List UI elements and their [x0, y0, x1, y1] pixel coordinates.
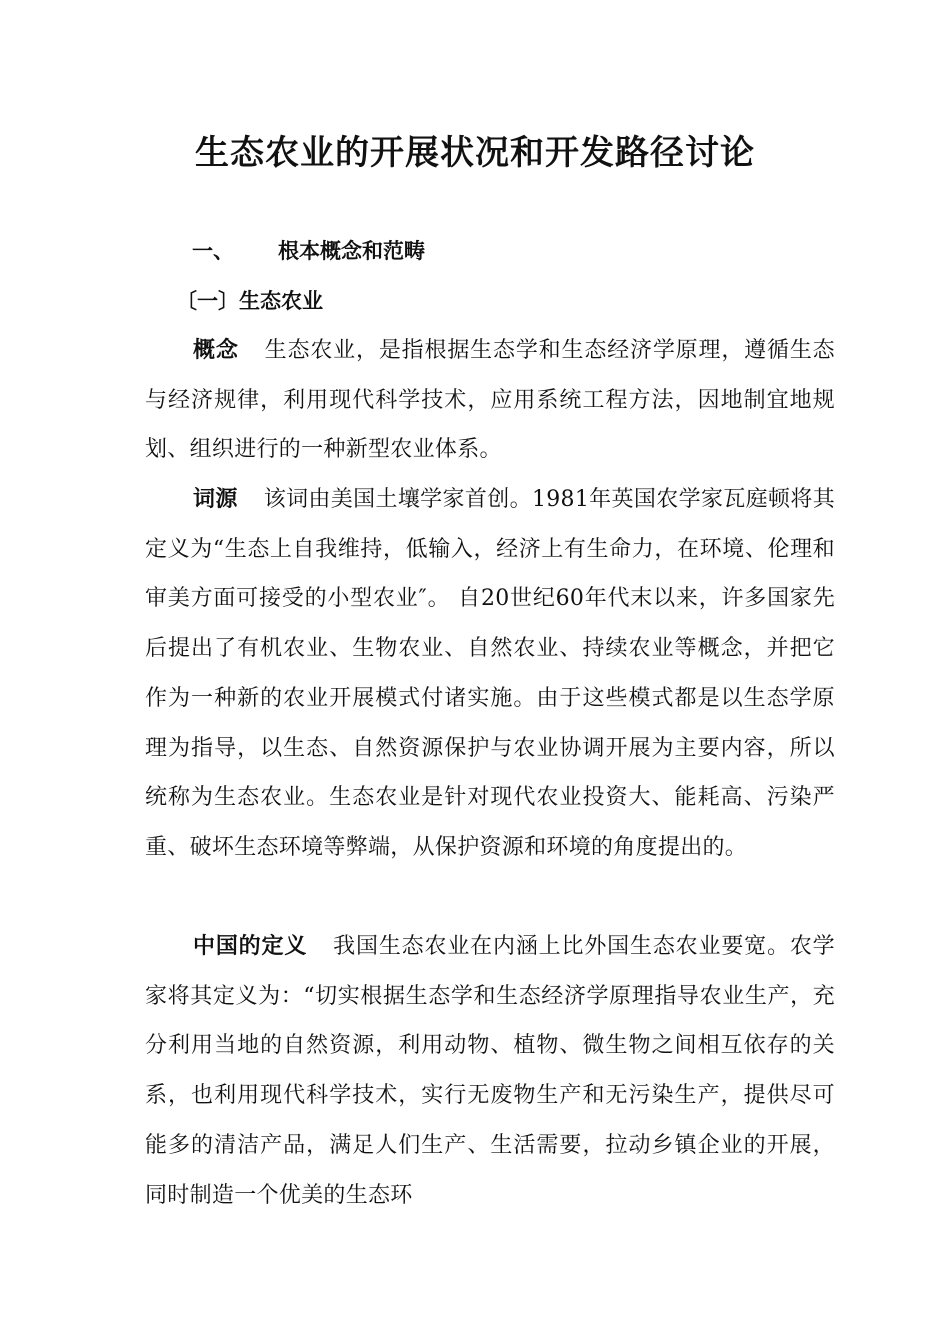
paragraph-etymology [145, 475, 835, 873]
paragraph-lead-china-definition: 中国的定义 [193, 934, 308, 959]
document-title: 生态农业的开展状况和开发路径讨论 [195, 133, 755, 173]
paragraph-china-definition [145, 922, 835, 1220]
paragraph-concept [145, 326, 835, 475]
paragraph-text-concept: 生态农业，是指根据生态学和生态经济学原理，遵循生态与经济规律，利用现代科学技术，应用系统工程方法，因地制宜地规划、组织进行的一种新型农业体系。 [145, 338, 835, 463]
section-heading [192, 236, 425, 266]
paragraph-text-china-definition: 我国生态农业在内涵上比外国生态农业要宽。农学家将其定义为：“切实根据生态学和生态经济学原理指导农业生产，充分利用当地的自然资源，利用动物、植物、微生物之间相互依存的关系，也利用现代科学技术，实行无废物生产和无污染生产，提供尽可能多的清洁产品，满足人们生产、生活需要，拉动乡镇企业的开展，同时制造一个优美的生态环 [145, 934, 835, 1208]
paragraph-lead-etymology: 词源 [193, 487, 238, 512]
section-number: 一、 [192, 239, 234, 263]
section-heading-text: 根本概念和范畴 [278, 239, 425, 263]
subsection-heading: 〔一〕生态农业 [176, 289, 323, 313]
paragraph-lead-concept: 概念 [193, 338, 239, 363]
paragraph-text-etymology: 该词由美国土壤学家首创。1981年英国农学家瓦庭顿将其定义为“生态上自我维持，低输入，经济上有生命力，在环境、伦理和审美方面可接受的小型农业″。 自20世纪60年代末以来，许多国家先后提出了有机农业、生物农业、自然农业、持续农业等概念，并把它作为一种新的农业开展模式付诸实施。由于这些模式都是以生态学原理为指导，以生态、自然资源保护与农业协调开展为主要内容，所以统称为生态农业。生态农业是针对现代农业投资大、能耗高、污染严重、破坏生态环境等弊端，从保护资源和环境的角度提出的。 [145, 487, 836, 860]
